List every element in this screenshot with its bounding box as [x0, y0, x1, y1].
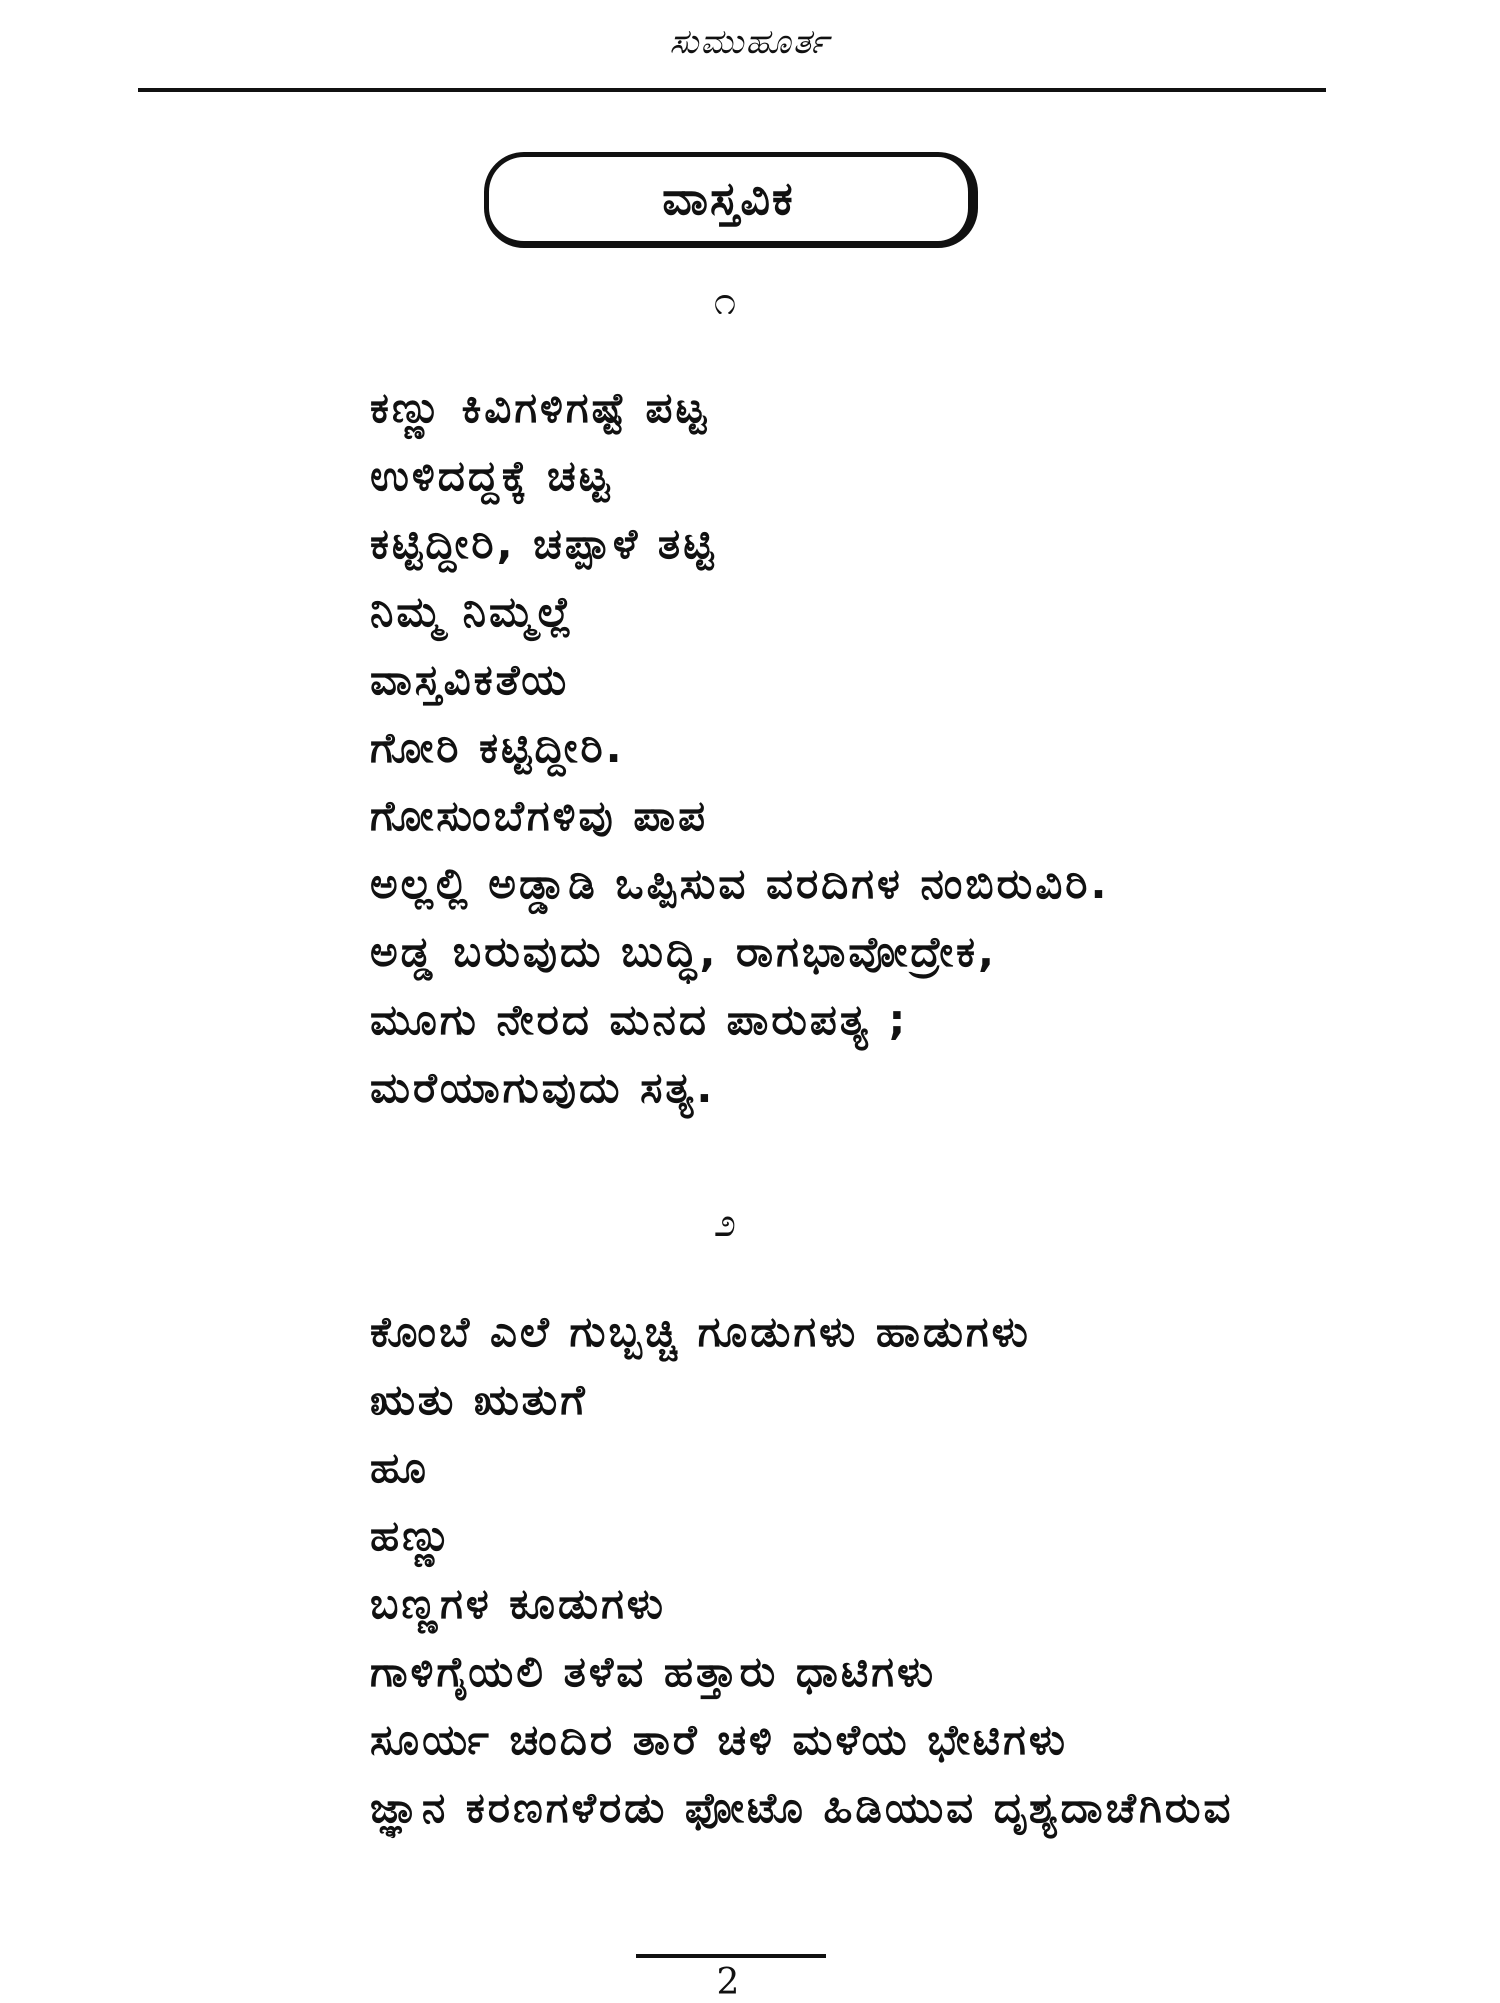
poem-line: ಋತು ಋತುಗೆ [370, 1375, 588, 1424]
poem-line: ಉಳಿದದ್ದಕ್ಕೆ ಚಟ್ಟ [370, 451, 613, 500]
poem-line: ಅಲ್ಲಲ್ಲಿ ಅಡ್ಡಾಡಿ ಒಪ್ಪಿಸುವ ವರದಿಗಳ ನಂಬಿರುವಿರಿ. [370, 859, 1110, 908]
footer-rule [636, 1954, 826, 1958]
poem-line: ಕೊಂಬೆ ಎಲೆ ಗುಬ್ಬಚ್ಚಿ ಗೂಡುಗಳು ಹಾಡುಗಳು [370, 1307, 1031, 1356]
section-number-2: ೨ [713, 1200, 737, 1246]
page-number: 2 [716, 1962, 740, 2003]
poem-line: ಗೋರಿ ಕಟ್ಟಿದ್ದೀರಿ. [370, 723, 625, 772]
poem-line: ಮೂಗು ನೇರದ ಮನದ ಪಾರುಪತ್ಯ ; [370, 995, 909, 1044]
poem-line: ಮರೆಯಾಗುವುದು ಸತ್ಯ. [370, 1063, 716, 1112]
poem-line: ಕಟ್ಟಿದ್ದೀರಿ, ಚಪ್ಪಾಳೆ ತಟ್ಟಿ [370, 519, 717, 568]
poem-line: ಬಣ್ಣಗಳ ಕೂಡುಗಳು [370, 1579, 666, 1628]
stanza-2 [370, 1298, 1233, 1842]
poem-line: ನಿಮ್ಮ ನಿಮ್ಮಲ್ಲೆ [370, 587, 575, 636]
poem-line: ಸೂರ್ಯ ಚಂದಿರ ತಾರೆ ಚಳಿ ಮಳೆಯ ಭೇಟಿಗಳು [370, 1715, 1068, 1764]
title-frame [484, 152, 978, 248]
stanza-1 [370, 374, 1109, 1122]
poem-title: ವಾಸ್ತವಿಕ [662, 171, 795, 225]
running-head: ಸುಮುಹೂರ್ತ [669, 22, 831, 62]
poem-line: ಜ್ಞಾನ ಕರಣಗಳೆರಡು ಫೋಟೊ ಹಿಡಿಯುವ ದೃಶ್ಯದಾಚೆಗಿರುವ [370, 1783, 1234, 1832]
poem-line: ಕಣ್ಣು ಕಿವಿಗಳಿಗಷ್ಟೆ ಪಟ್ಟ [370, 383, 709, 432]
poem-line: ಹೂ [370, 1443, 429, 1492]
section-number-1: ೧ [713, 278, 737, 324]
poem-line: ವಾಸ್ತವಿಕತೆಯ [370, 655, 570, 704]
poem-line: ಅಡ್ಡ ಬರುವುದು ಬುದ್ಧಿ, ರಾಗಭಾವೋದ್ರೇಕ, [370, 927, 997, 976]
poem-line: ಗಾಳಿಗೈಯಲಿ ತಳೆವ ಹತ್ತಾರು ಧಾಟಿಗಳು [370, 1647, 937, 1696]
poem-line: ಗೋಸುಂಬೆಗಳಿವು ಪಾಪ [370, 791, 709, 840]
header-rule [138, 88, 1326, 92]
poem-line: ಹಣ್ಣು [370, 1511, 455, 1560]
